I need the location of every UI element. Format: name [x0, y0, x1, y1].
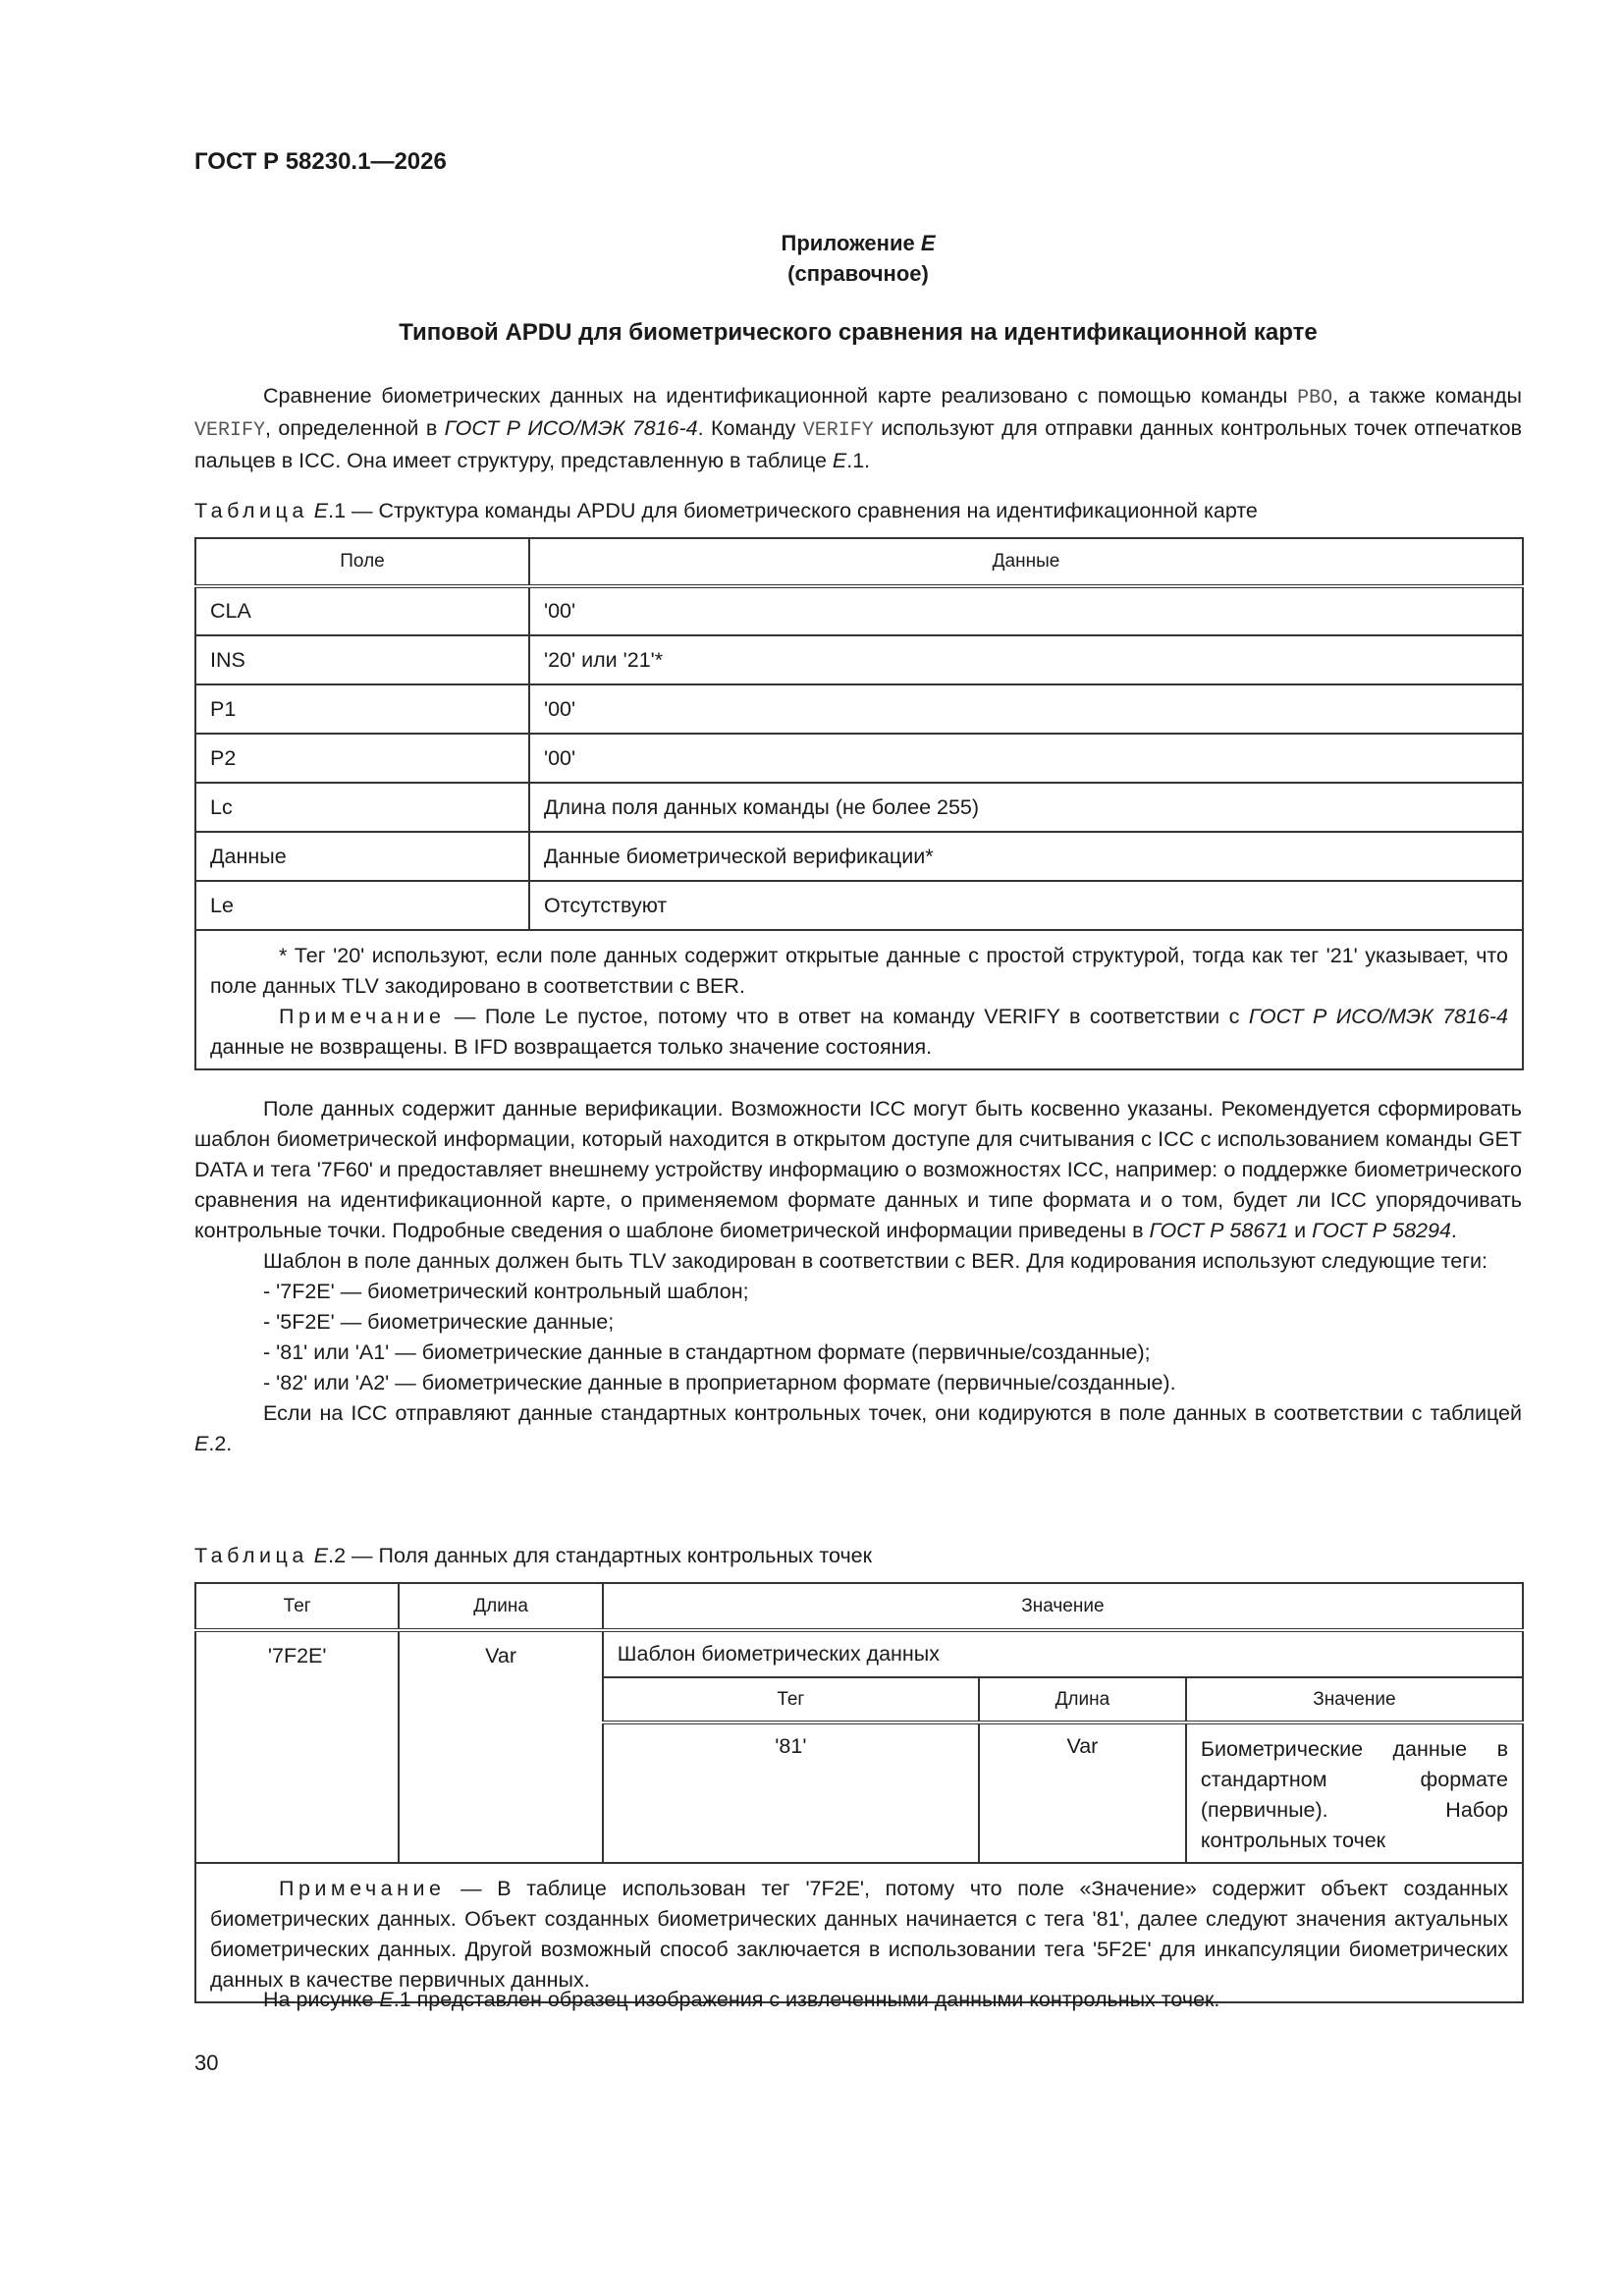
table2-header-length: Длина — [399, 1583, 602, 1630]
list-item: - '82' или 'A2' — биометрические данные в проприетарном формате (первичные/созданные). — [263, 1371, 1176, 1394]
annex-status: (справочное) — [787, 261, 929, 286]
intro-paragraph: Сравнение биометрических данных на идентификационной карте реализовано с помощью команды PBO, а также команды VERIFY, определенной в ГОСТ Р ИСО/МЭК 7816-4. Команду VERIFY используют для отправки данных контрольных точек отпечатков пальцев в ICC. Она имеет структуру, представленную в таблице Е.1. — [194, 384, 1522, 472]
table2-caption: Таблица Е.2 — Поля данных для стандартных контрольных точек — [194, 1544, 873, 1567]
list-item: - '81' или 'A1' — биометрические данные в стандартном формате (первичные/созданные); — [263, 1340, 1151, 1364]
table1-footnote: * Тег '20' используют, если поле данных содержит открытые данные с простой структурой, тогда как тег '21' указывает, что поле данных TLV закодировано в соответствии с BER. — [210, 944, 1508, 998]
table-row: Le Отсутствуют — [195, 881, 1523, 930]
inner-value: Биометрические данные в стандартном формате (первичные). Набор контрольных точек — [1186, 1722, 1523, 1863]
table-apdu-structure — [194, 537, 1524, 1070]
table1-header-field: Поле — [195, 538, 529, 586]
inner-length: Var — [979, 1722, 1186, 1863]
closing-paragraph: На рисунке Е.1 представлен образец изображения с извлеченными данными контрольных точек. — [263, 1988, 1220, 2011]
table-row: CLA '00' — [195, 586, 1523, 635]
table-row: Данные Данные биометрической верификации* — [195, 832, 1523, 881]
table2-header-value: Значение — [603, 1583, 1523, 1630]
table-row: Lc Длина поля данных команды (не более 255) — [195, 783, 1523, 832]
list-item: - '7F2E' — биометрический контрольный шаблон; — [263, 1280, 749, 1303]
table1-header-data: Данные — [529, 538, 1523, 586]
body-paragraph-2: Шаблон в поле данных должен быть TLV закодирован в соответствии с BER. Для кодирования используют следующие теги: — [263, 1249, 1488, 1273]
inner-header-length: Длина — [979, 1677, 1186, 1722]
table1-notes — [195, 930, 1523, 1069]
list-item: - '5F2E' — биометрические данные; — [263, 1310, 615, 1334]
table1-caption: Таблица Е.1 — Структура команды APDU для биометрического сравнения на идентификационной карте — [194, 499, 1258, 522]
inner-tag: '81' — [603, 1722, 979, 1863]
document-header: ГОСТ Р 58230.1—2026 — [194, 148, 447, 175]
inner-header-value: Значение — [1186, 1677, 1523, 1722]
page-number: 30 — [194, 2050, 219, 2075]
tag-list — [194, 1277, 1522, 1398]
table-row: P1 '00' — [195, 684, 1523, 734]
table2-tag: '7F2E' — [195, 1630, 399, 1863]
body-text — [194, 1094, 1522, 1459]
inner-header-tag: Тег — [603, 1677, 979, 1722]
table2-value: Шаблон биометрических данных — [603, 1630, 1523, 1677]
body-paragraph-1: Поле данных содержит данные верификации. Возможности ICC могут быть косвенно указаны. Рекомендуется сформировать шаблон биометрической информации, который находится в открытом доступе для считывания с ICC с использованием команды GET DATA и тега '7F60' и предоставляет внешнему устройству информацию о возможностях ICC, например: о поддержке биометрического сравнения на идентификационной карте, о применяемом формате данных и типе формата и о том, будет ли ICC упорядочивать контрольные точки. Подробные сведения о шаблоне биометрической информации приведены в ГОСТ Р 58671 и ГОСТ Р 58294. — [194, 1097, 1522, 1242]
table1-note: Примечание — Поле Le пустое, потому что в ответ на команду VERIFY в соответствии с ГОСТ Р ИСО/МЭК 7816-4 данные не возвращены. В IFD возвращается только значение состояния. — [210, 1005, 1509, 1059]
annex-title: Типовой APDU для биометрического сравнения на идентификационной карте — [399, 319, 1318, 346]
table2-note: Примечание — В таблице использован тег '7F2E', потому что поле «Значение» содержит объект созданных биометрических данных. Объект созданных биометрических данных начинается с тега '81', далее следуют значения актуальных биометрических данных. Другой возможный способ заключается в использовании тега '5F2E' для инкапсуляции биометрических данных в качестве первичных данных. — [195, 1863, 1523, 2002]
table2-length: Var — [399, 1630, 602, 1863]
body-paragraph-3: Если на ICC отправляют данные стандартных контрольных точек, они кодируются в поле данных в соответствии с таблицей Е.2. — [194, 1401, 1522, 1455]
annex-heading: Приложение Е (справочное) — [194, 228, 1522, 289]
table-row: P2 '00' — [195, 734, 1523, 783]
table-minutiae-fields — [194, 1582, 1524, 2003]
table-row: INS '20' или '21'* — [195, 635, 1523, 684]
table2-header-tag: Тег — [195, 1583, 399, 1630]
